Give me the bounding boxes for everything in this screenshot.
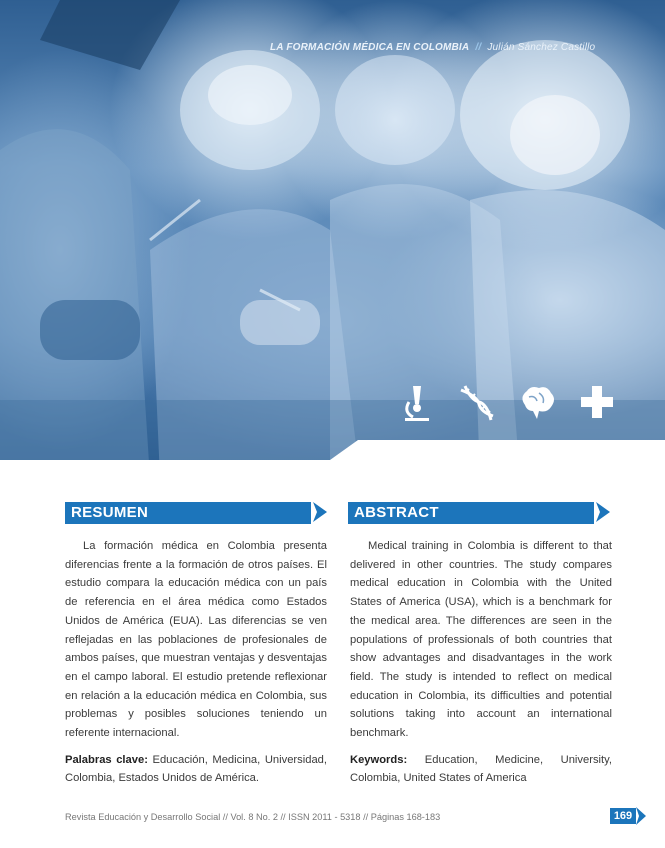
page-number: 169 <box>610 808 636 824</box>
abstract-column <box>350 537 612 788</box>
resumen-heading-underline <box>65 522 311 524</box>
chevron-right-icon <box>311 500 329 524</box>
abstract-keywords-text: Education, Medicine, University, Colombia, United States of America <box>350 753 613 785</box>
resumen-body: La formación médica en Colombia presenta diferencias frente a la formación de otros países. El estudio compara la educación médica con un país de referencia en el área médica como Estados Unidos de América (EUA). Las diferencias se ven reflejadas en las poblaciones de profesionales de ambos países, que muestran ventajas y desventajas en el campo laboral. El estudio pretende reflexionar en relación a la educación médica en Colombia, sus problemas y posibles soluciones teniendo un referente internacional. <box>65 540 327 740</box>
running-head <box>270 42 595 53</box>
resumen-keywords <box>65 751 327 788</box>
icon-row <box>395 380 619 424</box>
resumen-keywords-text: Educación, Medicina, Universidad, Colombia, Estados Unidos de América. <box>65 753 327 785</box>
resumen-heading <box>65 502 329 526</box>
footer-citation: Revista Educación y Desarrollo Social // Vol. 8 No. 2 // ISSN 2011 - 5318 // Páginas 168-183 <box>65 812 441 822</box>
running-head-separator: // <box>475 42 482 53</box>
running-author: Julián Sánchez Castillo <box>487 42 596 53</box>
abstract-keywords <box>350 751 612 788</box>
resumen-keywords-label: Palabras clave: <box>65 753 148 766</box>
resumen-column <box>65 537 327 788</box>
resumen-heading-label: RESUMEN <box>71 504 149 521</box>
page-chevron-icon <box>635 806 647 826</box>
abstract-heading-underline <box>348 522 594 524</box>
abstract-heading-label: ABSTRACT <box>354 504 439 521</box>
brain-icon <box>515 380 559 424</box>
abstract-body: Medical training in Colombia is different to that delivered in other countries. The study compares medical education in Colombia with the United States of America (USA), which is a benchmark for the medical area. The differences are seen in the populations of professionals of both countries that show advantages and disadvantages in the work field. The study is intended to reflect on medical education in Colombia, its difficulties and potential solutions taking into account an international benchmark. <box>350 540 612 740</box>
abstract-heading <box>348 502 612 526</box>
plus-icon <box>575 380 619 424</box>
hero-bottom-edge <box>0 440 665 478</box>
running-title: LA FORMACIÓN MÉDICA EN COLOMBIA <box>270 42 470 53</box>
dna-icon <box>455 380 499 424</box>
abstract-keywords-label: Keywords: <box>350 753 408 766</box>
chevron-right-icon <box>594 500 612 524</box>
microscope-icon <box>395 380 439 424</box>
